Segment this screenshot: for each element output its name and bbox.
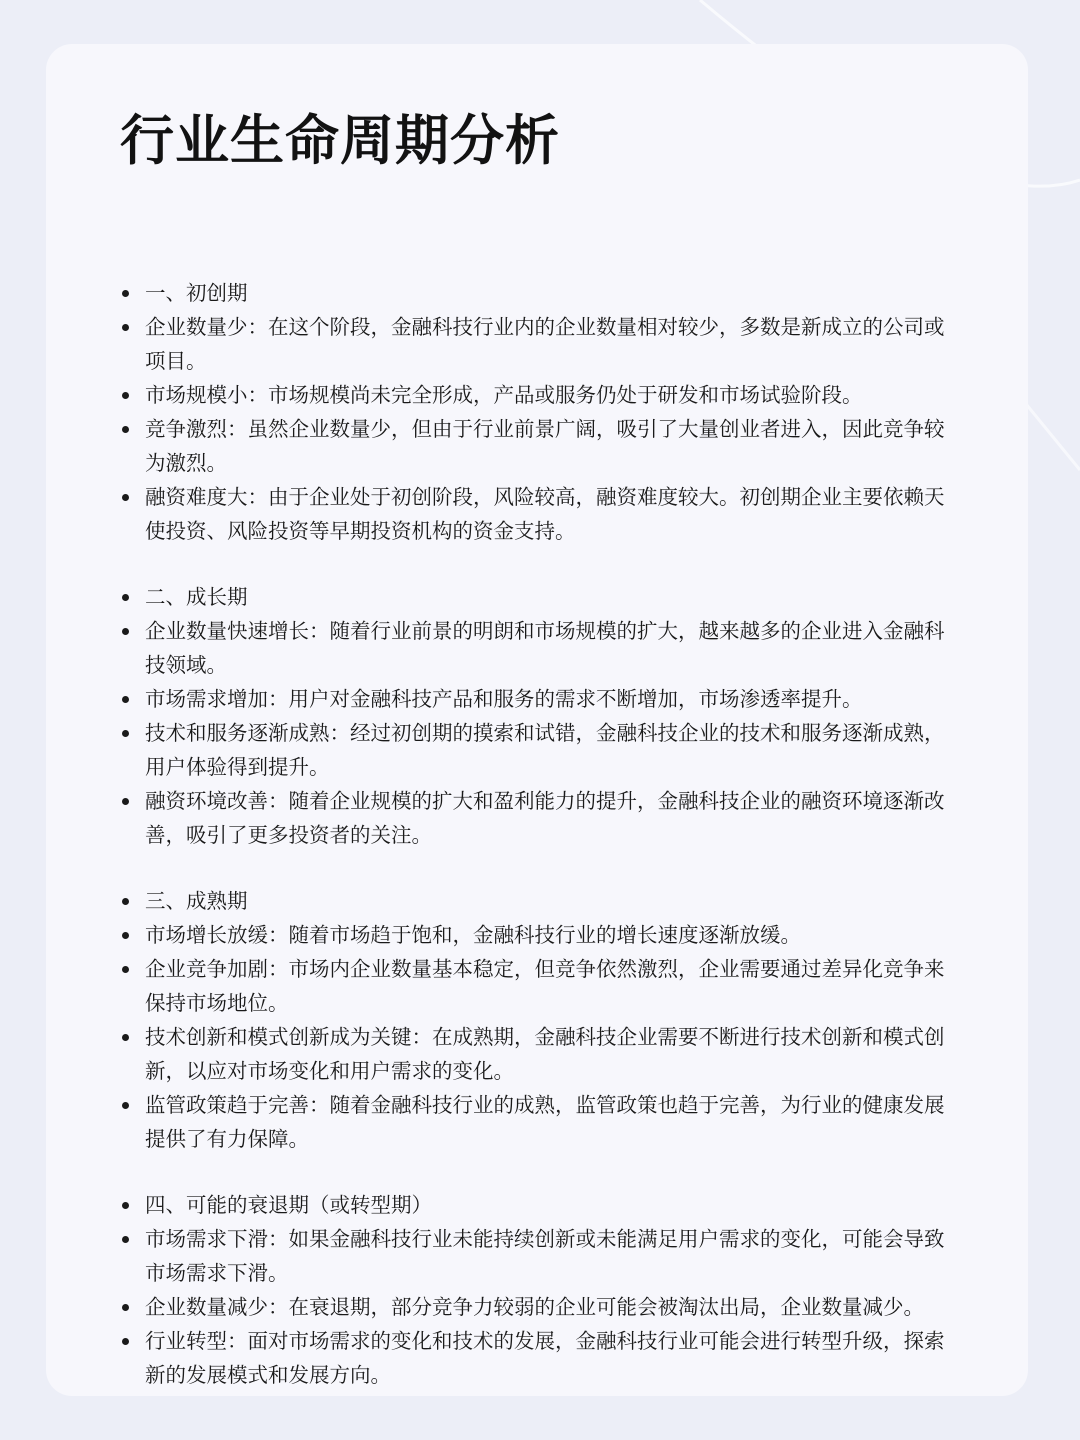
page-title: 行业生命周期分析 (120, 109, 560, 172)
list-item: 企业竞争加剧：市场内企业数量基本稳定，但竞争依然激烈，企业需要通过差异化竞争来保持市场地位。 (116, 952, 958, 1020)
section-maturity (116, 884, 958, 1156)
section-list (116, 580, 958, 852)
section-list (116, 1188, 958, 1392)
section-startup (116, 276, 958, 548)
list-item: 市场需求下滑：如果金融科技行业未能持续创新或未能满足用户需求的变化，可能会导致市场需求下滑。 (116, 1222, 958, 1290)
list-item: 融资环境改善：随着企业规模的扩大和盈利能力的提升，金融科技企业的融资环境逐渐改善，吸引了更多投资者的关注。 (116, 784, 958, 852)
list-item: 行业转型：面对市场需求的变化和技术的发展，金融科技行业可能会进行转型升级，探索新的发展模式和发展方向。 (116, 1324, 958, 1392)
content-card (46, 44, 1028, 1396)
section-list (116, 884, 958, 1156)
list-item: 竞争激烈：虽然企业数量少，但由于行业前景广阔，吸引了大量创业者进入，因此竞争较为激烈。 (116, 412, 958, 480)
list-item: 融资难度大：由于企业处于初创阶段，风险较高，融资难度较大。初创期企业主要依赖天使投资、风险投资等早期投资机构的资金支持。 (116, 480, 958, 548)
section-heading: 三、成熟期 (116, 884, 958, 918)
section-heading: 四、可能的衰退期（或转型期） (116, 1188, 958, 1222)
list-item: 市场需求增加：用户对金融科技产品和服务的需求不断增加，市场渗透率提升。 (116, 682, 958, 716)
list-item: 技术和服务逐渐成熟：经过初创期的摸索和试错，金融科技企业的技术和服务逐渐成熟，用户体验得到提升。 (116, 716, 958, 784)
list-item: 技术创新和模式创新成为关键：在成熟期，金融科技企业需要不断进行技术创新和模式创新，以应对市场变化和用户需求的变化。 (116, 1020, 958, 1088)
section-decline (116, 1188, 958, 1392)
lifecycle-sections (116, 276, 958, 1392)
section-list (116, 276, 958, 548)
list-item: 企业数量减少：在衰退期，部分竞争力较弱的企业可能会被淘汰出局，企业数量减少。 (116, 1290, 958, 1324)
section-heading: 一、初创期 (116, 276, 958, 310)
list-item: 监管政策趋于完善：随着金融科技行业的成熟，监管政策也趋于完善，为行业的健康发展提供了有力保障。 (116, 1088, 958, 1156)
list-item: 企业数量快速增长：随着行业前景的明朗和市场规模的扩大，越来越多的企业进入金融科技领域。 (116, 614, 958, 682)
section-heading: 二、成长期 (116, 580, 958, 614)
list-item: 市场规模小：市场规模尚未完全形成，产品或服务仍处于研发和市场试验阶段。 (116, 378, 958, 412)
section-growth (116, 580, 958, 852)
list-item: 市场增长放缓：随着市场趋于饱和，金融科技行业的增长速度逐渐放缓。 (116, 918, 958, 952)
list-item: 企业数量少：在这个阶段，金融科技行业内的企业数量相对较少，多数是新成立的公司或项目。 (116, 310, 958, 378)
